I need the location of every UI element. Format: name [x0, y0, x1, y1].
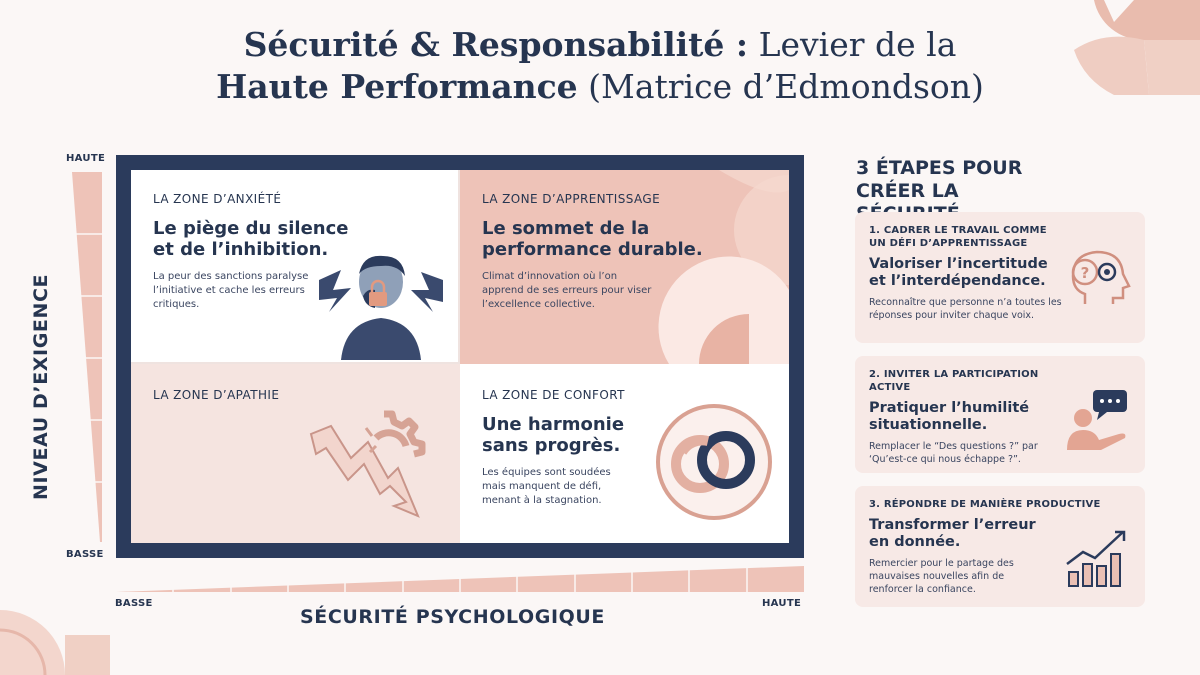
person-speech-bubble-icon — [1063, 388, 1133, 452]
title-normal-line1: Levier de la — [758, 25, 957, 64]
y-axis-title: NIVEAU D’EXIGENCE — [30, 273, 52, 500]
step-label: 2. INVITER LA PARTICIPATION ACTIVE — [869, 369, 1039, 393]
zone-headline: Une harmonie sans progrès. — [482, 414, 625, 456]
x-axis-high-label: HAUTE — [762, 598, 802, 609]
step-headline: Transformer l’erreur en donnée. — [869, 517, 1036, 550]
zone-label: LA ZONE D’ANXIÉTÉ — [153, 192, 282, 206]
x-axis-low-label: BASSE — [115, 598, 153, 609]
y-axis-high-label: HAUTE — [66, 153, 106, 164]
y-axis-gradient-bar — [72, 172, 102, 542]
x-axis-title: SÉCURITÉ PSYCHOLOGIQUE — [300, 606, 605, 628]
svg-text:?: ? — [1080, 264, 1090, 282]
head-question-gear-icon — [1065, 246, 1133, 308]
x-axis-gradient-bar — [116, 566, 804, 592]
silenced-person-icon — [311, 250, 451, 360]
zone-label: LA ZONE DE CONFORT — [482, 388, 625, 402]
step-headline: Pratiquer l’humilité situationnelle. — [869, 400, 1030, 433]
corner-decoration-bottom-left — [0, 600, 110, 675]
title-normal-line2: (Matrice d’Edmondson) — [588, 67, 984, 106]
zone-headline: Le piège du silence et de l’inhibition. — [153, 218, 349, 260]
broken-gear-declining-arrow-icon — [306, 406, 446, 531]
step-label: 3. RÉPONDRE DE MANIÈRE PRODUCTIVE — [869, 499, 1101, 510]
quadrant-comfort — [460, 364, 789, 543]
quadrant-apathy — [131, 364, 460, 543]
zone-description: Climat d’innovation où l’on apprend de ses erreurs pour viser l’excellence collective. — [482, 271, 652, 310]
growth-chart-icon — [1063, 526, 1133, 592]
step-card-2 — [855, 356, 1145, 473]
zone-headline: Le sommet de la performance durable. — [482, 218, 703, 260]
y-axis-low-label: BASSE — [66, 549, 104, 560]
zone-description: La peur des sanctions paralyse l’initiative et cache les erreurs critiques. — [153, 271, 309, 310]
steps-title: 3 ÉTAPES POUR CRÉER LA — [856, 157, 1023, 202]
step-card-1 — [855, 212, 1145, 343]
step-headline: Valoriser l’incertitude et l’interdépendance. — [869, 256, 1048, 289]
title-bold-line2: Haute Performance — [216, 67, 578, 106]
step-card-3 — [855, 486, 1145, 607]
step-description: Remplacer le “Des questions ?” par ‘Qu’est-ce qui nous échappe ?”. — [869, 441, 1038, 465]
quadrant-learning — [460, 170, 789, 364]
title-bold-line1: Sécurité & Responsabilité : — [243, 25, 749, 64]
zone-label: LA ZONE D’APPRENTISSAGE — [482, 192, 661, 206]
step-description: Remercier pour le partage des mauvaises nouvelles afin de renforcer la confiance. — [869, 558, 1014, 595]
zone-label: LA ZONE D’APATHIE — [153, 388, 280, 402]
step-description: Reconnaître que personne n’a toutes les réponses pour inviter chaque voix. — [869, 297, 1062, 321]
step-label: 1. CADRER LE TRAVAIL COMME UN DÉFI D’APPRENTISSAGE — [869, 225, 1047, 249]
zone-description: Les équipes sont soudées mais manquent de défi, menant à la stagnation. — [482, 467, 611, 506]
edmondson-matrix — [116, 155, 804, 558]
linked-rings-icon — [652, 400, 776, 524]
page-title — [0, 24, 1200, 108]
quadrant-anxiety — [131, 170, 460, 364]
